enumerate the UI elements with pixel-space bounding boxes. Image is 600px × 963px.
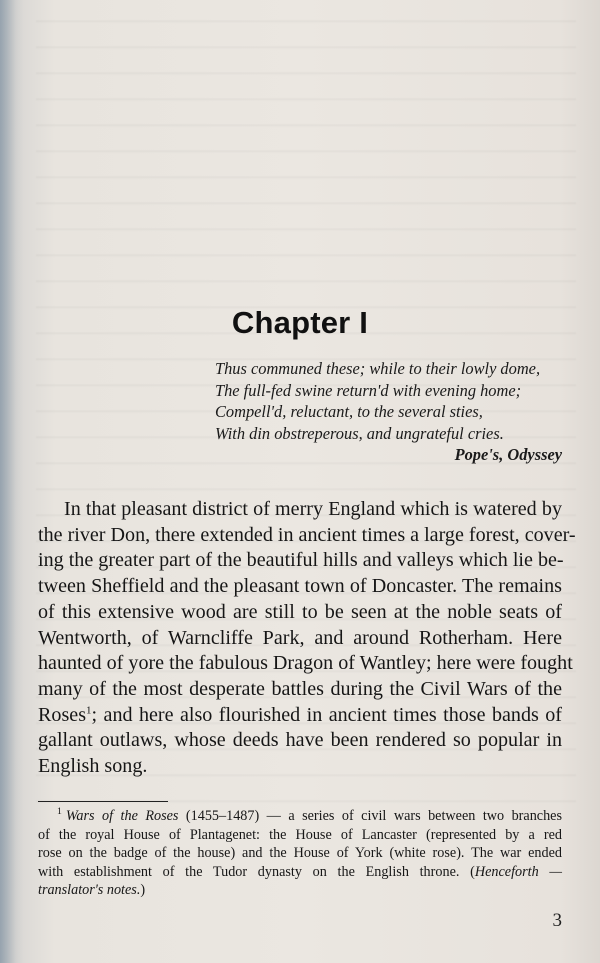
paragraph-line-9	[38, 703, 562, 729]
paragraph-line-10: gallant outlaws, whose deeds have been rendered so popular in	[38, 729, 562, 752]
epigraph-line-2: The full-fed swine return'd with evening home;	[215, 380, 522, 400]
chapter-title: Chapter I	[231, 305, 369, 340]
epigraph	[215, 358, 562, 466]
paragraph-line-11: English song.	[38, 755, 148, 778]
epigraph-attribution: Pope's, Odyssey	[454, 445, 562, 464]
epigraph-line-1: Thus communed these; while to their lowly dome,	[215, 359, 541, 378]
footnote-line-4	[38, 863, 562, 882]
paragraph-line-7: haunted of yore the fabulous Dragon of Wantley; here were fought	[38, 652, 573, 675]
roses-word: Roses	[38, 703, 87, 726]
paragraph-line-1: In that pleasant district of merry England which is watered by	[64, 498, 562, 520]
footnote	[38, 807, 562, 900]
footnote-line-4-start: with establishment of the Tudor dynasty on the English throne. (	[38, 863, 475, 880]
epigraph-line-4: With din obstreperous, and ungrateful cries.	[215, 423, 504, 443]
paragraph-line-8: many of the most desperate battles during the Civil Wars of the	[38, 677, 562, 700]
footnote-line-2: of the royal House of Plantagenet: the House of Lancaster (represented by a red	[38, 826, 562, 843]
paragraph-line-9-rest: ; and here also flourished in ancient times those bands of	[91, 703, 562, 726]
footnote-line-5-end: )	[140, 882, 146, 898]
footnote-divider	[38, 801, 168, 802]
footnote-marker: 1	[57, 806, 62, 818]
paragraph-line-4: tween Sheffield and the pleasant town of Doncaster. The remains	[38, 575, 562, 598]
footnote-line-1	[38, 807, 562, 826]
paragraph-line-5: of this extensive wood are still to be seen at the noble seats of	[38, 600, 562, 623]
footnote-line-5	[38, 881, 562, 900]
footnote-line-1-rest: (1455–1487) — a series of civil wars between two branches	[178, 808, 562, 824]
spine-shadow	[0, 0, 24, 963]
epigraph-line-3: Compell'd, reluctant, to the several sties,	[215, 402, 483, 421]
footnote-title: Wars of the Roses	[65, 808, 179, 824]
page-number: 3	[552, 910, 562, 931]
footnote-line-3: rose on the badge of the house) and the House of York (white rose). The war ended	[38, 845, 562, 861]
paragraph-line-2: the river Don, there extended in ancient times a large forest, cover-	[38, 523, 576, 546]
footnote-line-5-italic: translator's notes.	[38, 882, 141, 898]
footnote-line-4-italic: Henceforth —	[474, 863, 562, 880]
paragraph-line-3: ing the greater part of the beautiful hills and valleys which lie be-	[38, 549, 564, 572]
footnote-reference[interactable]: 1	[86, 703, 92, 716]
chapter-opening-paragraph	[38, 497, 576, 780]
paragraph-line-6: Wentworth, of Warncliffe Park, and around Rotherham. Here	[38, 626, 562, 649]
